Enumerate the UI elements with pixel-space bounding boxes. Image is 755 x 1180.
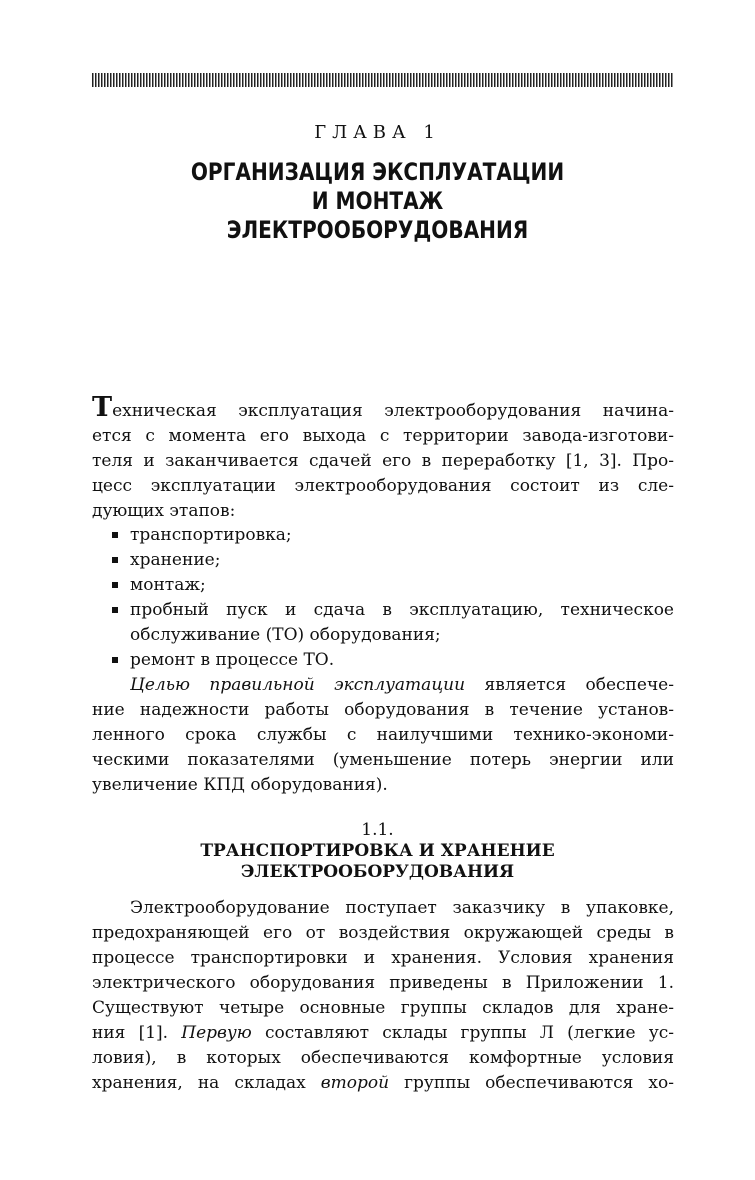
paragraph-line	[130, 673, 674, 698]
paragraph-line: теля и заканчивается сдачей его в переработку [1, 3]. Про-	[92, 451, 674, 471]
list-item: пробный пуск и сдача в эксплуатацию, техническое	[130, 600, 674, 620]
italic-text: Целью правильной эксплуатации	[130, 675, 466, 695]
text-run: ния [1].	[92, 1023, 182, 1043]
paragraph-line: электрического оборудования приведены в Приложении 1.	[92, 973, 674, 993]
list-item: монтаж;	[130, 575, 206, 595]
list-item-continuation: обслуживание (ТО) оборудования;	[130, 625, 441, 645]
paragraph-line: Существуют четыре основные группы складов для хране-	[92, 998, 674, 1018]
chapter-header-rule	[92, 73, 674, 87]
paragraph-line	[92, 392, 674, 423]
text-run: хранения, на складах	[92, 1073, 321, 1093]
bullet-icon	[112, 573, 122, 598]
paragraph-line: процессе транспортировки и хранения. Условия хранения	[92, 948, 674, 968]
text-run: группы обеспечиваются хо-	[389, 1073, 674, 1093]
text-run: является обеспече-	[465, 675, 674, 695]
list-item: транспортировка;	[130, 525, 292, 545]
chapter-label: ГЛАВА 1	[314, 122, 441, 143]
paragraph-line	[92, 1071, 674, 1096]
chapter-title-line: И МОНТАЖ	[311, 187, 444, 215]
paragraph-line: ческими показателями (уменьшение потерь энергии или	[92, 750, 674, 770]
paragraph-line: Электрооборудование поступает заказчику в упаковке,	[130, 898, 674, 918]
section-title-line: ЭЛЕКТРООБОРУДОВАНИЯ	[240, 862, 515, 882]
bullet-icon	[112, 598, 122, 623]
paragraph-line: дующих этапов:	[92, 501, 236, 521]
section-number: 1.1.	[361, 820, 394, 840]
paragraph-line: ленного срока службы с наилучшими технико-экономи-	[92, 725, 674, 745]
paragraph-line: цесс эксплуатации электрооборудования состоит из сле-	[92, 476, 674, 496]
chapter-title-line: ЭЛЕКТРООБОРУДОВАНИЯ	[226, 216, 529, 244]
paragraph-line: ловия), в которых обеспечиваются комфортные условия	[92, 1048, 674, 1068]
section-title-line: ТРАНСПОРТИРОВКА И ХРАНЕНИЕ	[200, 841, 555, 861]
paragraph-line: ется с момента его выхода с территории завода-изготови-	[92, 426, 674, 446]
drop-cap: Т	[92, 392, 113, 423]
italic-text: второй	[320, 1073, 390, 1093]
paragraph-line: ние надежности работы оборудования в течение установ-	[92, 700, 674, 720]
paragraph-line: предохраняющей его от воздействия окружающей среды в	[92, 923, 674, 943]
bullet-icon	[112, 523, 122, 548]
chapter-title-line: ОРГАНИЗАЦИЯ ЭКСПЛУАТАЦИИ	[190, 158, 565, 186]
bullet-icon	[112, 548, 122, 573]
chapter-title	[26, 158, 728, 245]
text-run: составляют склады группы Л (легкие ус-	[251, 1023, 674, 1043]
list-item: хранение;	[130, 550, 221, 570]
paragraph-line	[92, 1021, 674, 1046]
text-run: ехническая эксплуатация электрооборудования начина-	[112, 401, 674, 421]
paragraph-line: увеличение КПД оборудования).	[92, 775, 388, 795]
list-item: ремонт в процессе ТО.	[130, 650, 335, 670]
bullet-icon	[112, 648, 122, 673]
italic-text: Первую	[181, 1023, 252, 1043]
